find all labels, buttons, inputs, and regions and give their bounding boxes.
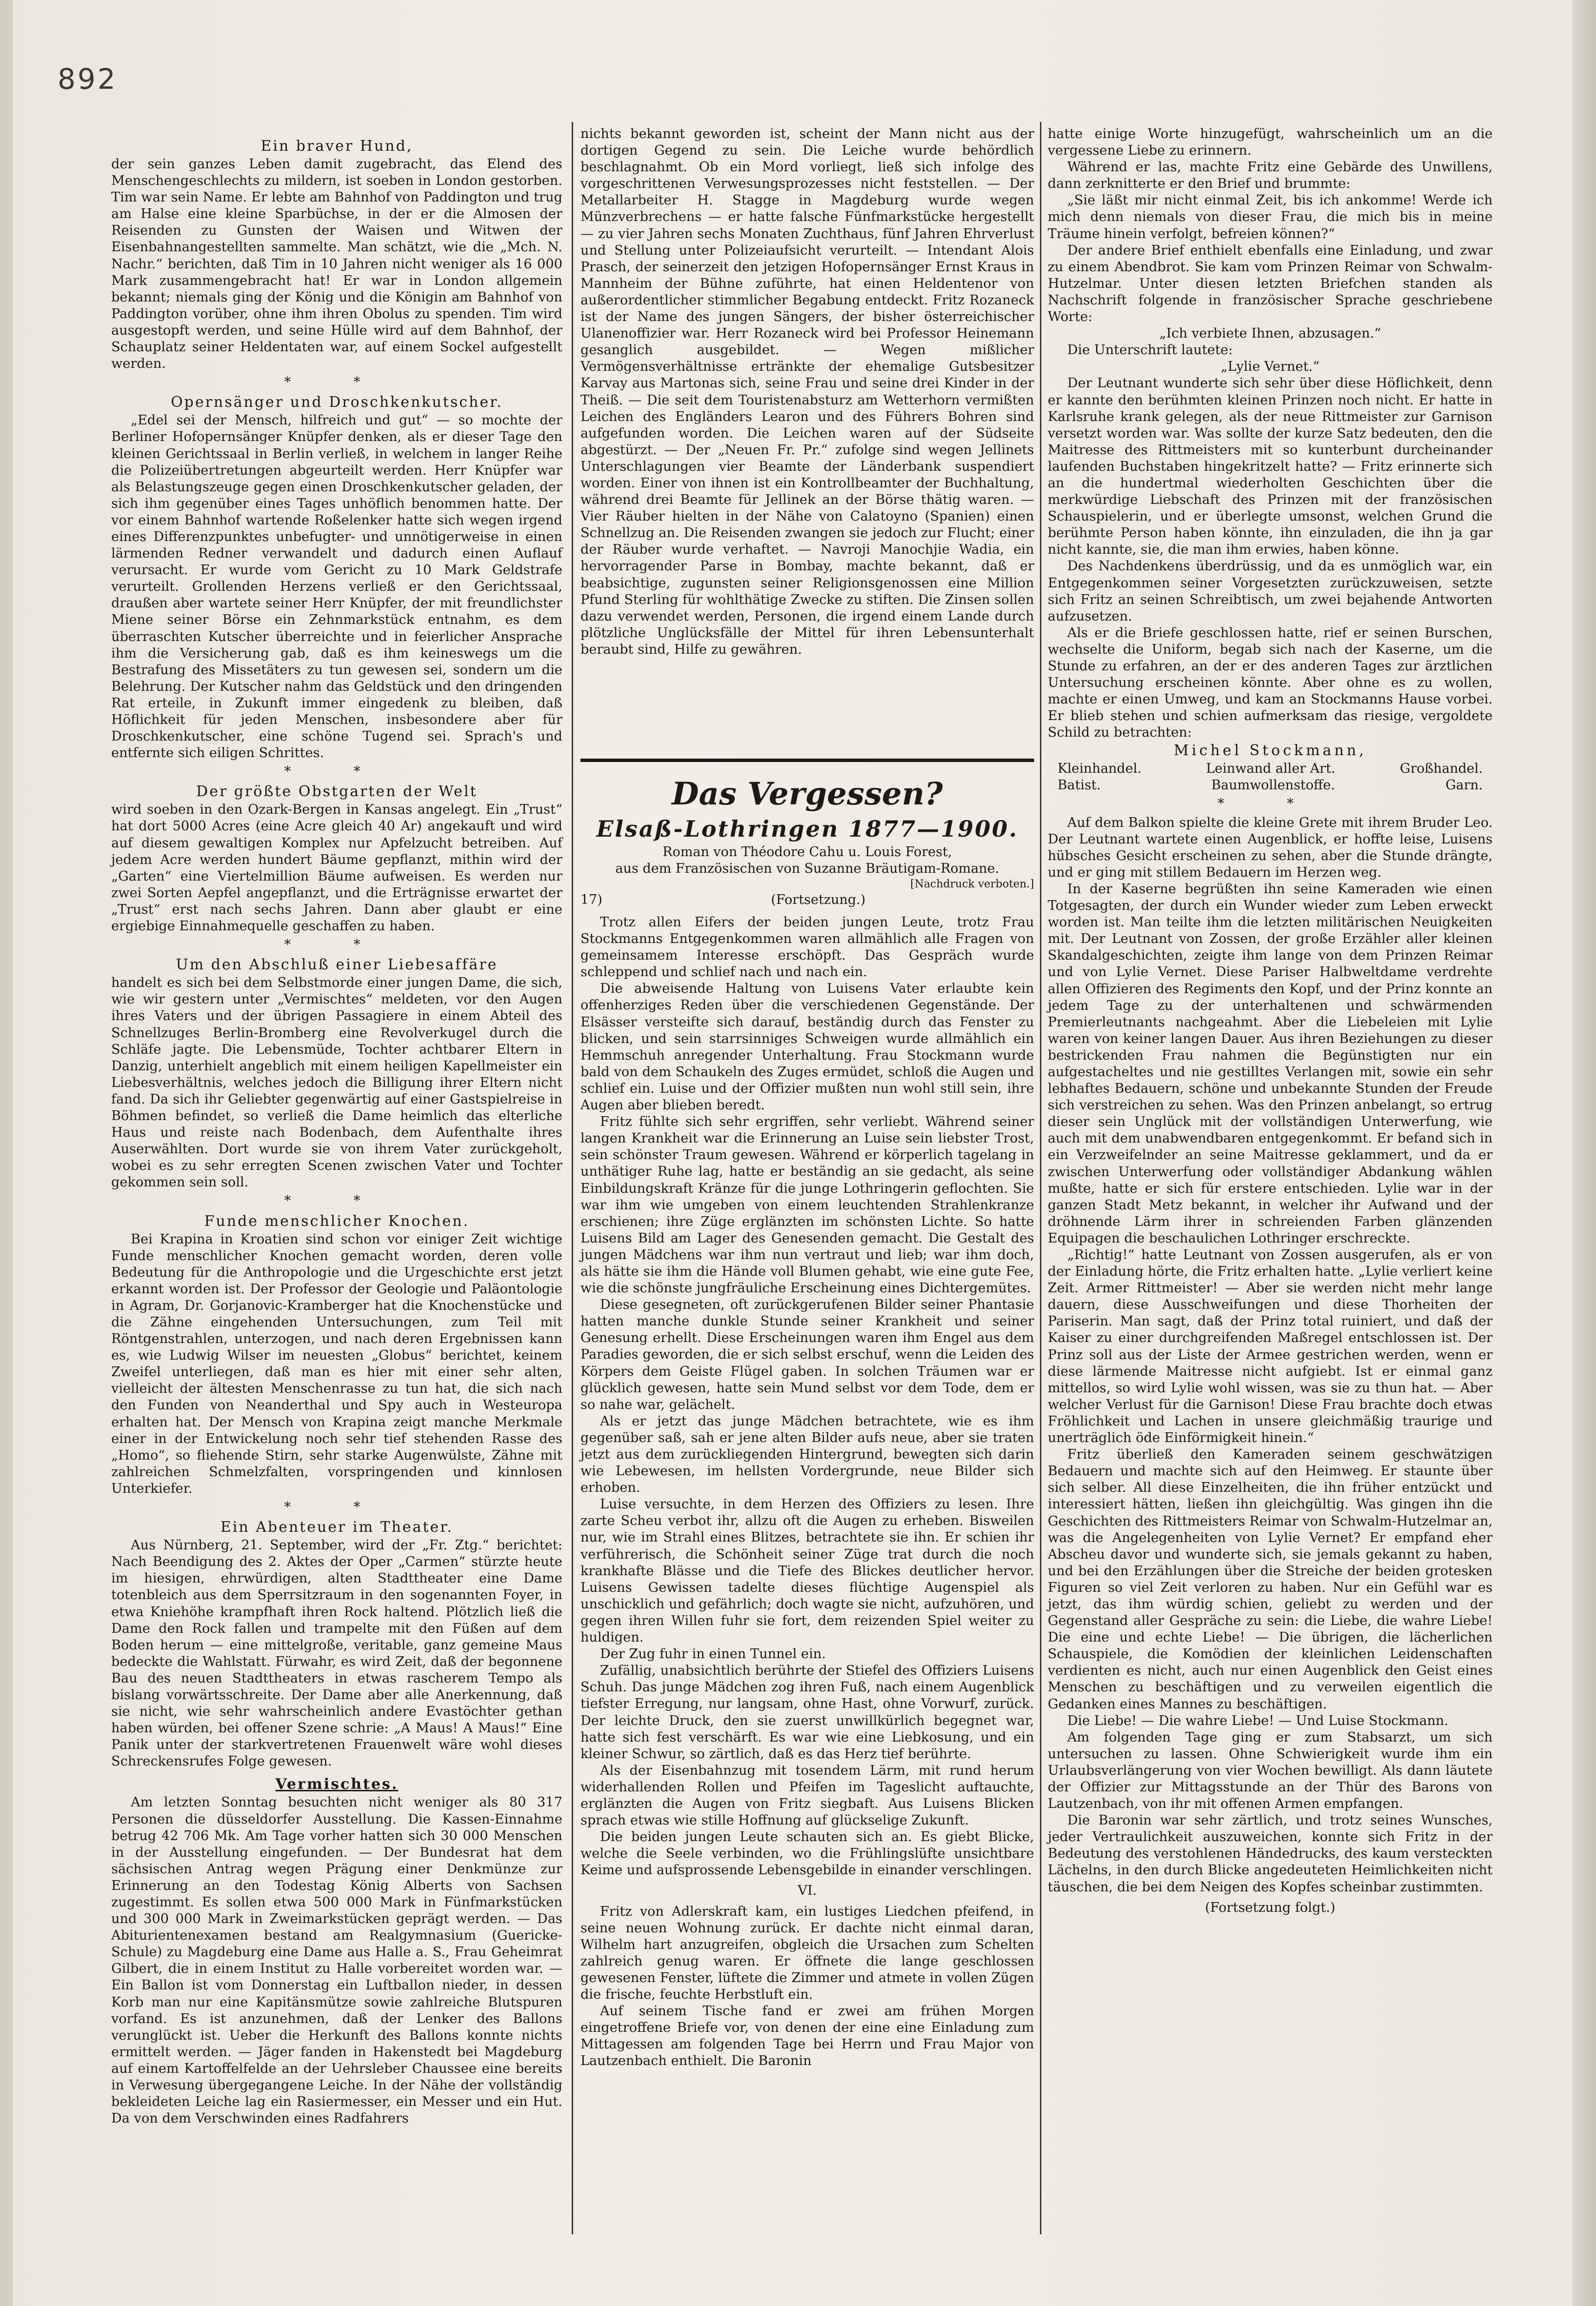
page-edge-left (0, 0, 13, 2306)
shop-sign-row-1 (1048, 761, 1493, 777)
serial-paragraph: Am folgenden Tage ging er zum Stabsarzt, um sich untersuchen zu lassen. Ohne Schwierigkeit wurde ihm ein Urlaubsverlängerung von vier Wochen bewilligt. Als dann läutete der Offizier zur Mittagsstunde an der Thür des Barons von Lautzenbach, von ihr mit offenen Armen empfangen. (1048, 1729, 1493, 1812)
separator: * * (284, 937, 390, 953)
article-body-liebesaffaere: handelt es sich bei dem Selbstmorde einer jungen Dame, die sich, wie wir gestern unter „Vermischtes“ meldeten, vor den Augen ihres Vaters und der übrigen Passagiere in einem Abteil des Schnellzuges Berlin-Bromberg eine Revolverkugel durch die Schläfe jagte. Die Lebensmüde, Tochter achtbarer Eltern in Danzig, unterhielt angeblich mit einem heiligen Kapellmeister ein Liebesverhältnis, welches jedoch die Billigung ihrer Eltern nicht fand. Da sich ihr Geliebter gegenwärtig auf einer Gastspielreise in Böhmen befindet, so verließ die Dame heimlich das elterliche Haus und reiste nach Bodenbach, dem Aufenthalte ihres Auserwählten. Dort wurde sie von ihrem Vater zurückgeholt, wobei es zu sehr erregten Scenen zwischen Vater und Tochter gekommen sein soll. (111, 975, 562, 1190)
serial-paragraph: Fritz überließ den Kameraden seinem geschwätzigen Bedauern und machte sich auf den Heimweg. Er staunte über sich selber. All diese Einzelheiten, die ihn früher entzückt und interessiert hätten, ließen ihn gleichgültig. Was gingen ihn die Geschichten des Rittmeisters Reimar von Schwalm-Hutzelmar an, was die Angelegenheiten von Lylie Vernet? Er empfand eher Abscheu davor und wunderte sich, sie jemals gekannt zu haben, und bei den Erzählungen über die Streiche der beiden grotesken Figuren so viel Zeit verloren zu haben. Nur ein Gefühl war es jetzt, das ihm würdig schien, geliebt zu werden und der Gegenstand aller Gespräche zu sein: die Liebe, die wahre Liebe! Die eine und echte Liebe! — Die übrigen, die lächerlichen Schauspiele, die Komödien der kleinlichen Leidenschaften verdienten es nicht, auch nur einen Augenblick den Geist eines Menschen zu beschäftigen und zu verweilen eigentlich die Gedanken eines Mannes zu beschäftigen. (1048, 1447, 1493, 1712)
article-title-theater: Ein Abenteuer im Theater. (220, 1519, 453, 1536)
shop-sign-row-2 (1048, 777, 1493, 794)
serial-title: Das Vergessen? (672, 776, 943, 812)
shop-sign-cell: Batist. (1057, 778, 1101, 793)
shop-sign-cell: Leinwand aller Art. (1206, 761, 1336, 777)
shop-sign-cell: Garn. (1445, 778, 1483, 793)
article-body-vermischtes: Am letzten Sonntag besuchten nicht weniger als 80 317 Personen die düsseldorfer Ausstellung. Die Kassen-Einnahme betrug 42 706 Mk. Am Tage vorher hatten sich 30 000 Menschen in der Ausstellung eingefunden. — Der Bundesrat hat dem sächsischen Antrag wegen Prägung einer Denkmünze zur Erinnerung an den Todestag König Alberts von Sachsen zugestimmt. Es sollen etwa 500 000 Mark in Fünfmarkstücken und 300 000 Mark in Zweimarkstücken geprägt werden. — Das Abiturientenexamen bestand am Realgymnasium (Guericke-Schule) zu Magdeburg eine Dame aus Halle a. S., Frau Geheimrat Gilbert, die in einem Institut zu Halle vorbereitet worden war. — Ein Ballon ist vom Donnerstag ein Luftballon nieder, in dessen Korb man nur eine Kapitänsmütze sowie zahlreiche Blutspuren vorfand. Es ist anzunehmen, daß der Lenker des Ballons verunglückt ist. Ueber die Herkunft des Ballons konnte nichts ermittelt werden. — Jäger fanden in Hakenstedt bei Magdeburg auf einem Kartoffelfelde an der Uehrsleber Chaussee eine bereits in Verwesung übergegangene Leiche. In der Nähe der vollständig bekleideten Leiche lag ein Rasiermesser, ein Messer und ein Hut. Da von dem Verschwinden eines Radfahrers (111, 1795, 562, 2126)
article-title-liebesaffaere: Um den Abschluß einer Liebesaffäre (176, 956, 498, 974)
article-body-vermischtes-cont: nichts bekannt geworden ist, scheint der Mann nicht aus der dortigen Gegend zu sein. Die Leiche wurde behördlich beschlagnahmt. Ob ein Mord vorliegt, ließ sich infolge des vorgeschrittenen Verwesungsprozesses nicht feststellen. — Der Metallarbeiter H. Stagge in Magdeburg wurde wegen Münzverbrechens — er hatte falsche Fünfmarkstücke hergestellt — zu vier Jahren sechs Monaten Zuchthaus, fünf Jahren Ehrverlust und Stellung unter Polizeiaufsicht verurteilt. — Intendant Alois Prasch, der seinerzeit den jetzigen Hofopernsänger Ernst Kraus in Mannheim der Bühne zuführte, hat einen Heldentenor von außerordentlicher stimmlicher Begabung entdeckt. Fritz Rozaneck ist der Name des jungen Sängers, der bisher österreichischer Ulanenoffizier war. Herr Rozaneck wird bei Professor Heinemann gesanglich ausgebildet. — Wegen mißlicher Vermögensverhältnisse ertränkte der ehemalige Gutsbesitzer Karvay aus Martonas sich, seine Frau und seine drei Kinder in der Theiß. — Die seit dem Touristenabsturz am Wetterhorn vermißten Leichen des Engländers Learon und des Führers Bohren sind aufgefunden worden. Die Leichen waren auf der Südseite abgestürzt. — Der „Neuen Fr. Pr.“ zufolge sind wegen Jellinets Unterschlagungen vier Beamte der Länderbank suspendiert worden. Einer von ihnen ist ein Kontrollbeamter der Buchhaltung, während drei Beamte für Jellinek an der Börse thätig waren. — Vier Räuber hielten in der Nähe von Calatoyno (Spanien) einen Schnellzug an. Die Reisenden zwangen sie jedoch zur Flucht; einer der Räuber wurde verhaftet. — Navroji Manochjie Wadia, ein hervorragender Parse in Bombay, machte bekannt, daß er beabsichtige, zugunsten seiner Religionsgenossen eine Million Pfund Sterling für wohlthätige Zwecke zu stiften. Die Zinsen sollen dazu verwendet werden, Personen, die irgend einem Lande durch plötzliche Unglücksfälle der Mittel für ihren Lebensunterhalt beraubt sind, Hilfe zu gewähren. (580, 126, 1034, 657)
installment-line (580, 892, 1034, 908)
serial-subtitle: Elsaß-Lothringen 1877—1900. (596, 816, 1018, 842)
chapter-number: VI. (798, 1883, 817, 1899)
article-body-knochen: Bei Krapina in Kroatien sind schon vor einiger Zeit wichtige Funde menschlicher Knochen gemacht worden, deren volle Bedeutung für die Anthropologie und die Urgeschichte erst jetzt erkannt worden ist. Der Professor der Geologie und Paläontologie in Agram, Dr. Gorjanovic-Kramberger hat die Knochenstücke und die Zähne eingehenden Untersuchungen, zum Teil mit Röntgenstrahlen, unterzogen, und nach deren Ergebnissen kann es, wie Ludwig Wilser im neuesten „Globus“ berichtet, keinem Zweifel unterliegen, daß man es hier mit einer sehr alten, vielleicht der ältesten Menschenrasse zu tun hat, die sich nach den Funden von Neanderthal und Spy auch in Westeuropa erhalten hat. Der Mensch von Krapina zeigt manche Merkmale einer in der Entwickelung noch sehr tief stehenden Rasse des „Homo“, so fliehende Stirn, sehr starke Augenwülste, Zähne mit zahlreichen Schmelzfalten, vorspringenden und kinnlosen Unterkiefer. (111, 1231, 562, 1496)
column-3 (1048, 126, 1493, 1916)
serial-paragraph: „Sie läßt mir nicht einmal Zeit, bis ich ankomme! Werde ich mich denn niemals von dieser Frau, die mich bis in meine Träume hinein verfolgt, befreien können?“ (1048, 193, 1493, 241)
serial-quote: „Ich verbiete Ihnen, abzusagen.“ (1159, 326, 1381, 341)
serial-paragraph: Die beiden jungen Leute schauten sich an. Es giebt Blicke, welche die Seele verbinden, wo die Frühlingslüfte unsichtbare Keime und aufsprossende Lebensgebilde in einander verschlingen. (580, 1829, 1034, 1878)
serial-paragraph: Trotz allen Eifers der beiden jungen Leute, trotz Frau Stockmanns Entgegenkommen waren allmählich alle Fragen von gemeinsamem Interesse erschöpft. Das Gespräch wurde schleppend und schlief nach und nach ein. (580, 915, 1034, 980)
article-title-hund: Ein braver Hund, (260, 138, 413, 155)
serial-paragraph: Die Unterschrift lautete: (1067, 342, 1233, 358)
serial-paragraph: Als er jetzt das junge Mädchen betrachtete, wie es ihm gegenüber saß, sah er jene alten Bilder aufs neue, aber sie traten jetzt aus dem zurückliegenden Hintergrund, bewegten sich darin wie Lebewesen, im hellsten Vordergrunde, neue Bilder sich erhoben. (580, 1413, 1034, 1496)
shop-sign-cell: Kleinhandel. (1057, 761, 1142, 777)
serial-signature: „Lylie Vernet.“ (1220, 359, 1320, 375)
serial-paragraph: Fritz fühlte sich sehr ergriffen, sehr verliebt. Während seiner langen Krankheit war die Erinnerung an Luise sein liebster Trost, sein schönster Traum gewesen. Während er körperlich tagelang in unthätiger Ruhe lag, hatte er beständig an sie gedacht, als seine Einbildungskraft Kränze für die junge Lothringerin geflochten. Sie war ihm wie umgeben von einem leuchtenden Strahlenkranze erschienen; ihre Züge erglänzten im schönsten Lichte. So hatte Luisens Bild am Lager des Genesenden gemacht. Die Gestalt des jungen Mädchens war ihm nun vertraut und lieb; war ihm doch, als hätte sie ihm die Hände voll Blumen gehabt, wie eine gute Fee, wie die schönste jungfräuliche Erscheinung eines Dichtergemütes. (580, 1114, 1034, 1296)
shop-sign-name: Michel Stockmann, (1174, 742, 1367, 760)
separator: * * (284, 1193, 390, 1209)
article-body-obstgarten: wird soeben in den Ozark-Bergen in Kansas angelegt. Ein „Trust“ hat dort 5000 Acres (eine Acre gleich 40 Ar) angekauft und wird auf diesem gewaltigen Komplex nur Apfelzucht betreiben. Auf jedem Acre werden hundert Bäume gepflanzt, mithin wird der „Garten“ eine Viertelmillion Bäume aufweisen. Es werden nur zwei Sorten Aepfel angepflanzt, und die Erträgnisse erwartet der „Trust“ erst nach sechs Jahren. Dann aber glaubt er eine ergiebige Einnahmequelle geschaffen zu haben. (111, 802, 562, 934)
serial-paragraph: Auf dem Balkon spielte die kleine Grete mit ihrem Bruder Leo. Der Leutnant wartete einen Augenblick, er hoffte leise, Luisens hübsches Gesicht erscheinen zu sehen, aber die Stunde drängte, und er ging mit stillem Bedauern im Herzen weg. (1048, 815, 1493, 880)
article-title-opernsaenger: Opernsänger und Droschkenkutscher. (171, 394, 503, 411)
serial-paragraph: Als er die Briefe geschlossen hatte, rief er seinen Burschen, wechselte die Uniform, begab sich nach der Kaserne, um die Stunde zu erfahren, an der er des anderen Tages zur ärztlichen Untersuchung erscheinen könnte. Aber ohne es zu wollen, machte er einen Umweg, und kam an Stockmanns Hause vorbei. Er blieb stehen und schien aufmerksam das riesige, vergoldete Schild zu betrachten: (1048, 625, 1493, 741)
serial-paragraph: Der Zug fuhr in einen Tunnel ein. (600, 1646, 826, 1662)
serial-paragraph: Des Nachdenkens überdrüssig, und da es unmöglich war, ein Entgegenkommen seiner Vorgesetzten zurückzuweisen, setzte sich Fritz an seinen Schreibtisch, um zwei bejahende Antworten aufzusetzen. (1048, 559, 1493, 624)
separator: * * (284, 375, 390, 390)
article-body-opernsaenger: „Edel sei der Mensch, hilfreich und gut“ — so mochte der Berliner Hofopernsänger Knüpfer denken, als er dieser Tage den kleinen Gerichtssaal in Berlin verließ, in welchem in langer Reihe die Polizeiübertretungen abgeurteilt werden. Herr Knüpfer war als Belastungszeuge gegen einen Droschkenkutscher geladen, der sich ihm gegenüber eines Tages unhöflich benommen hatte. Der vor einem Bahnhof wartende Roßelenker hatte sich wegen irgend eines Differenzpunktes unbefugter- und unnötigerweise in einen lärmenden Redner verwandelt und dadurch einen Auflauf verursacht. Er wurde vom Gericht zu 10 Mark Geldstrafe verurteilt. Grollenden Herzens verließ er den Gerichtssaal, draußen aber wartete seiner Herr Knüpfer, der mit freundlichster Miene seiner Börse ein Zehnmarkstück entnahm, es dem überraschten Kutscher überreichte und in feierlicher Ansprache ihm die Versicherung gab, daß es ihm keineswegs um die Bestrafung des Missetäters zu tun gewesen sei, sondern um die Belehrung. Der Kutscher nahm das Geldstück und den dringenden Rat erteile, in Zukunft immer eingedenk zu bleiben, daß Höflichkeit für jeden Menschen, insbesondere aber für Droschkenkutscher, eine schöne Tugend sei. Sprach's und entfernte sich eiligen Schrittes. (111, 413, 562, 761)
serial-paragraph: In der Kaserne begrüßten ihn seine Kameraden wie einen Totgesagten, der durch ein Wunder wieder zum Leben erweckt worden ist. Man teilte ihm die letzten militärischen Neuigkeiten mit. Der Leutnant von Zossen, der große Erzähler aller kleinen Skandalgeschichten, zeigte ihm lange von dem Prinzen Reimar und von Lylie Vernet. Diese Pariser Halbweltdame verdrehte allen Offizieren des Regiments den Kopf, und der Prinz konnte an jedem Tage zu der unterhaltenen und schwärmenden Premierleutnants nachgeahmt. Aber die Liebeleien mit Lylie waren von keiner langen Dauer. Aus ihren Beziehungen zu dieser bestrickenden Frau nahmen die Begünstigten nur ein aufgestacheltes und nie gestilltes Verlangen mit, sowie ein sehr lebhaftes Bedauern, schöne und unbekannte Stunden der Freude sich verstreichen zu sehen. Was den Prinzen anbelangt, so ertrug dieser sein Unglück mit der vollständigen Unterwerfung, wie auch mit dem unabwendbaren entgegenkommt. Er befand sich in ein Verzweifelnder an seine Maitresse geklammert, und da er zwischen Unterwerfung oder vollständiger Abdankung wählen mußte, hatte er sich für erstere entschieden. Lylie war in der ganzen Stadt Metz bekannt, in welcher ihr Aufwand und der dröhnende Lärm ihrer in schreienden Farben glänzenden Equipagen die beschaulichen Lothringer erschreckte. (1048, 881, 1493, 1246)
shop-sign-cell: Baumwollenstoffe. (1211, 778, 1335, 793)
serial-paragraph: Diese gesegneten, oft zurückgerufenen Bilder seiner Phantasie hatten manche dunkle Stunde seiner Krankheit und seiner Genesung erhellt. Diese Erscheinungen waren ihm Engel aus dem Paradies geworden, die er sich selbst erschuf, wenn die Leiden des Körpers dem Geiste Flügel gaben. In solchen Träumen war er glücklich gewesen, hatte sein Mund selbst vor dem Tode, dem er so nahe war, gelächelt. (580, 1297, 1034, 1412)
separator: * * (284, 1500, 390, 1515)
serial-body (580, 914, 1034, 2069)
serial-novel (580, 775, 1034, 2069)
serial-paragraph: Auf seinem Tische fand er zwei am frühen Morgen eingetroffene Briefe vor, von denen der eine eine Einladung zum Mittagessen am folgenden Tage bei Herrn und Frau Major von Lautzenbach enthielt. Die Baronin (580, 2004, 1034, 2069)
serial-paragraph: Die abweisende Haltung von Luisens Vater erlaubte kein offenherziges Reden über die verschiedenen Gegenstände. Der Elsässer versteifte sich darauf, beständig durch das Fenster zu blicken, und sein starrsinniges Schweigen wurde allmählich ein Hemmschuh anregender Unterhaltung. Frau Stockmann wurde bald von dem Schaukeln des Zuges ermüdet, schloß die Augen und schlief ein. Luise und der Offizier mußten nun wohl still sein, ihre Augen aber blieben beredt. (580, 981, 1034, 1113)
article-title-obstgarten: Der größte Obstgarten der Welt (196, 783, 478, 801)
article-body-hund: der sein ganzes Leben damit zugebracht, das Elend des Menschengeschlechts zu mildern, ist soeben in London gestorben. Tim war sein Name. Er lebte am Bahnhof von Paddington und trug am Halse eine kleine Sparbüchse, in der er die Almosen der Reisenden zu Gunsten der Waisen und Witwen der Eisenbahnangestellten sammelte. Man schätzt, wie die „Mch. N. Nachr.“ berichten, daß Tim in 10 Jahren nicht weniger als 16 000 Mark zusammengebracht hat! Er war in London allgemein bekannt; niemals ging der König und die Königin am Bahnhof von Paddington vorüber, ohne ihm ihren Obolus zu spenden. Tim wird ausgestopft werden, und seine Hülle wird auf dem Bahnhof, der Schauplatz seiner Heldentaten war, auf einem Sockel aufgestellt werden. (111, 157, 562, 372)
reprint-note: [Nachdruck verboten.] (910, 878, 1034, 890)
serial-translation: aus dem Französischen von Suzanne Bräutigam-Romane. (615, 861, 999, 876)
serial-paragraph: Während er las, machte Fritz eine Gebärde des Unwillens, dann zerknitterte er den Brief und brummte: (1048, 160, 1493, 192)
section-title-vermischtes: Vermischtes. (275, 1776, 399, 1793)
continuation-label: (Fortsetzung.) (771, 892, 866, 907)
serial-paragraph: Luise versuchte, in dem Herzen des Offiziers zu lesen. Ihre zarte Scheu verbot ihr, allzu oft die Augen zu erheben. Bisweilen nur, wie im Strahl eines Blitzes, betrachtete sie ihn. Er schien ihr verführerisch, die Schönheit seiner Züge trat durch die noch krankhafte Blässe und die Tiefe des Blickes deutlicher hervor. Luisens Gewissen tadelte dieses flüchtige Augenspiel als unschicklich und gefährlich; doch wagte sie nicht, aufzuhören, und gegen ihren Willen fuhr sie fort, dem reizenden Spiel weiter zu huldigen. (580, 1497, 1034, 1645)
serial-paragraph: Zufällig, unabsichtlich berührte der Stiefel des Offiziers Luisens Schuh. Das junge Mädchen zog ihren Fuß, nach einem Augenblick tiefster Erregung, nur langsam, ohne Hast, ohne Vorwurf, zurück. Der leichte Druck, den sie zuerst unwillkürlich begegnet war, hatte sich fest verschärft. Es war wie eine Liebkosung, und ein kleiner Schwur, so zärtlich, daß es das Herz tief berührte. (580, 1663, 1034, 1762)
page-edge-right (1573, 0, 1596, 2306)
serial-paragraph: Als der Eisenbahnzug mit tosendem Lärm, mit rund herum widerhallenden Rollen und Pfeifen im Tageslicht auftauchte, erglänzten die Augen von Fritz siegbaft. Aus Luisens Blicken sprach etwas wie stille Hoffnung auf glückselige Zukunft. (580, 1763, 1034, 1828)
article-title-knochen: Funde menschlicher Knochen. (204, 1212, 470, 1230)
shop-sign-cell: Großhandel. (1399, 761, 1483, 777)
feuilleton-rule (580, 759, 1034, 762)
continued-note: (Fortsetzung folgt.) (1205, 1900, 1336, 1915)
serial-authors: Roman von Théodore Cahu u. Louis Forest, (662, 844, 952, 860)
serial-paragraph: Die Liebe! — Die wahre Liebe! — Und Luise Stockmann. (1067, 1713, 1449, 1728)
serial-paragraph: Der Leutnant wunderte sich sehr über diese Höflichkeit, denn er kannte den berühmten kleinen Prinzen noch nicht. Er hatte in Karlsruhe krank gelegen, als der neue Rittmeister zur Garnison versetzt worden war. Was sollte der kurze Satz bedeuten, den die Maitresse des Rittmeisters mit so kunterbunt durcheinander laufenden Buchstaben hingekritzelt hatte? — Fritz erinnerte sich an die hundertmal wiederholten Geschichten über die merkwürdige Liebschaft des Prinzen mit der französischen Schauspielerin, und er überlegte umsonst, welchen Grund die berühmte Person haben könnte, ihn einzuladen, die ihn ja gar nicht kannte, sie, die man ihm erwies, haben könne. (1048, 376, 1493, 558)
serial-paragraph: hatte einige Worte hinzugefügt, wahrscheinlich um an die vergessene Liebe zu erinnern. (1048, 126, 1493, 159)
serial-paragraph: „Richtig!“ hatte Leutnant von Zossen ausgerufen, als er von der Einladung hörte, die Fritz erhalten hatte. „Lylie verliert keine Zeit. Armer Rittmeister! — Aber sie werden nicht mehr lange dauern, diese Ausschweifungen und diese Thorheiten der Pariserin. Man sagt, daß der Prinz total ruiniert, und daß der Kaiser zu einer durchgreifenden Maßregel entschlossen ist. Der Prinz soll aus der Liste der Armee gestrichen werden, wenn er diese lärmende Maitresse nicht aufgiebt. Ist er einmal ganz mittellos, so wird Lylie wohl wissen, was sie zu thun hat. — Aber welcher Verlust für die Garnison! Diese Frau brachte doch etwas Fröhlichkeit und Lachen in unsere gleichmäßig traurige und unerträglich öde Einförmigkeit hinein.“ (1048, 1247, 1493, 1446)
article-body-theater: Aus Nürnberg, 21. September, wird der „Fr. Ztg.“ berichtet: Nach Beendigung des 2. Aktes der Oper „Carmen“ stürzte heute im hiesigen, ehrwürdigen, alten Stadttheater eine Dame totenbleich aus dem Sperrsitzraum in den sogenannten Foyer, in etwa Kniehöhe krampfhaft ihren Rock haltend. Plötzlich ließ die Dame den Rock fallen und trampelte mit den Füßen auf dem Boden herum — eine mittelgroße, veritable, ganz gemeine Maus bedeckte die Wahlstatt. Fürwahr, es wird Zeit, daß der begonnene Bau des neuen Stadttheaters in etwas rascherem Tempo als bislang vorwärtsschreite. Der Dame aber alle Anerkennung, daß sie nicht, wie sehr wahrscheinlich andere Evastöchter gethan haben würden, bei offener Szene schrie: „A Maus! A Maus!“ Eine Panik unter der starkvertretenen Frauenwelt wäre wohl dieses Schreckensrufes Folge gewesen. (111, 1538, 562, 1769)
column-rule-1 (572, 122, 573, 2234)
serial-paragraph: Der andere Brief enthielt ebenfalls eine Einladung, und zwar zu einem Abendbrot. Sie kam vom Prinzen Reimar von Schwalm-Hutzelmar. Unter diesen letzten Briefchen standen als Nachschrift folgende in französischer Sprache geschriebene Worte: (1048, 242, 1493, 325)
column-rule-2 (1040, 122, 1041, 2234)
serial-paragraph: Fritz von Adlerskraft kam, ein lustiges Liedchen pfeifend, in seine neuen Wohnung zurück. Er dachte nicht einmal daran, Wilhelm hart anzugreifen, obgleich die Ursachen zum Schelten zahlreich genug waren. Er öffnete die lange geschlossen gewesenen Fenster, lüftete die Zimmer und atmete in vollen Zügen die frische, feuchte Herbstluft ein. (580, 1904, 1034, 2002)
column-2-news (580, 126, 1034, 658)
installment-number: 17) (580, 892, 602, 907)
separator: * * (284, 764, 390, 780)
separator: * * (1217, 796, 1323, 812)
page-number: 892 (58, 62, 118, 96)
column-1 (111, 137, 562, 2127)
serial-paragraph: Die Baronin war sehr zärtlich, und trotz seines Wunsches, jeder Vertraulichkeit auszuweichen, konnte sich Fritz in der Bedeutung des verstohlenen Händedrucks, des kaum versteckten Lächelns, in den durch Blicke angedeuteten Heimlichkeiten nicht täuschen, die bei dem Neigen des Kopfes scheinbar zustimmten. (1048, 1813, 1493, 1895)
